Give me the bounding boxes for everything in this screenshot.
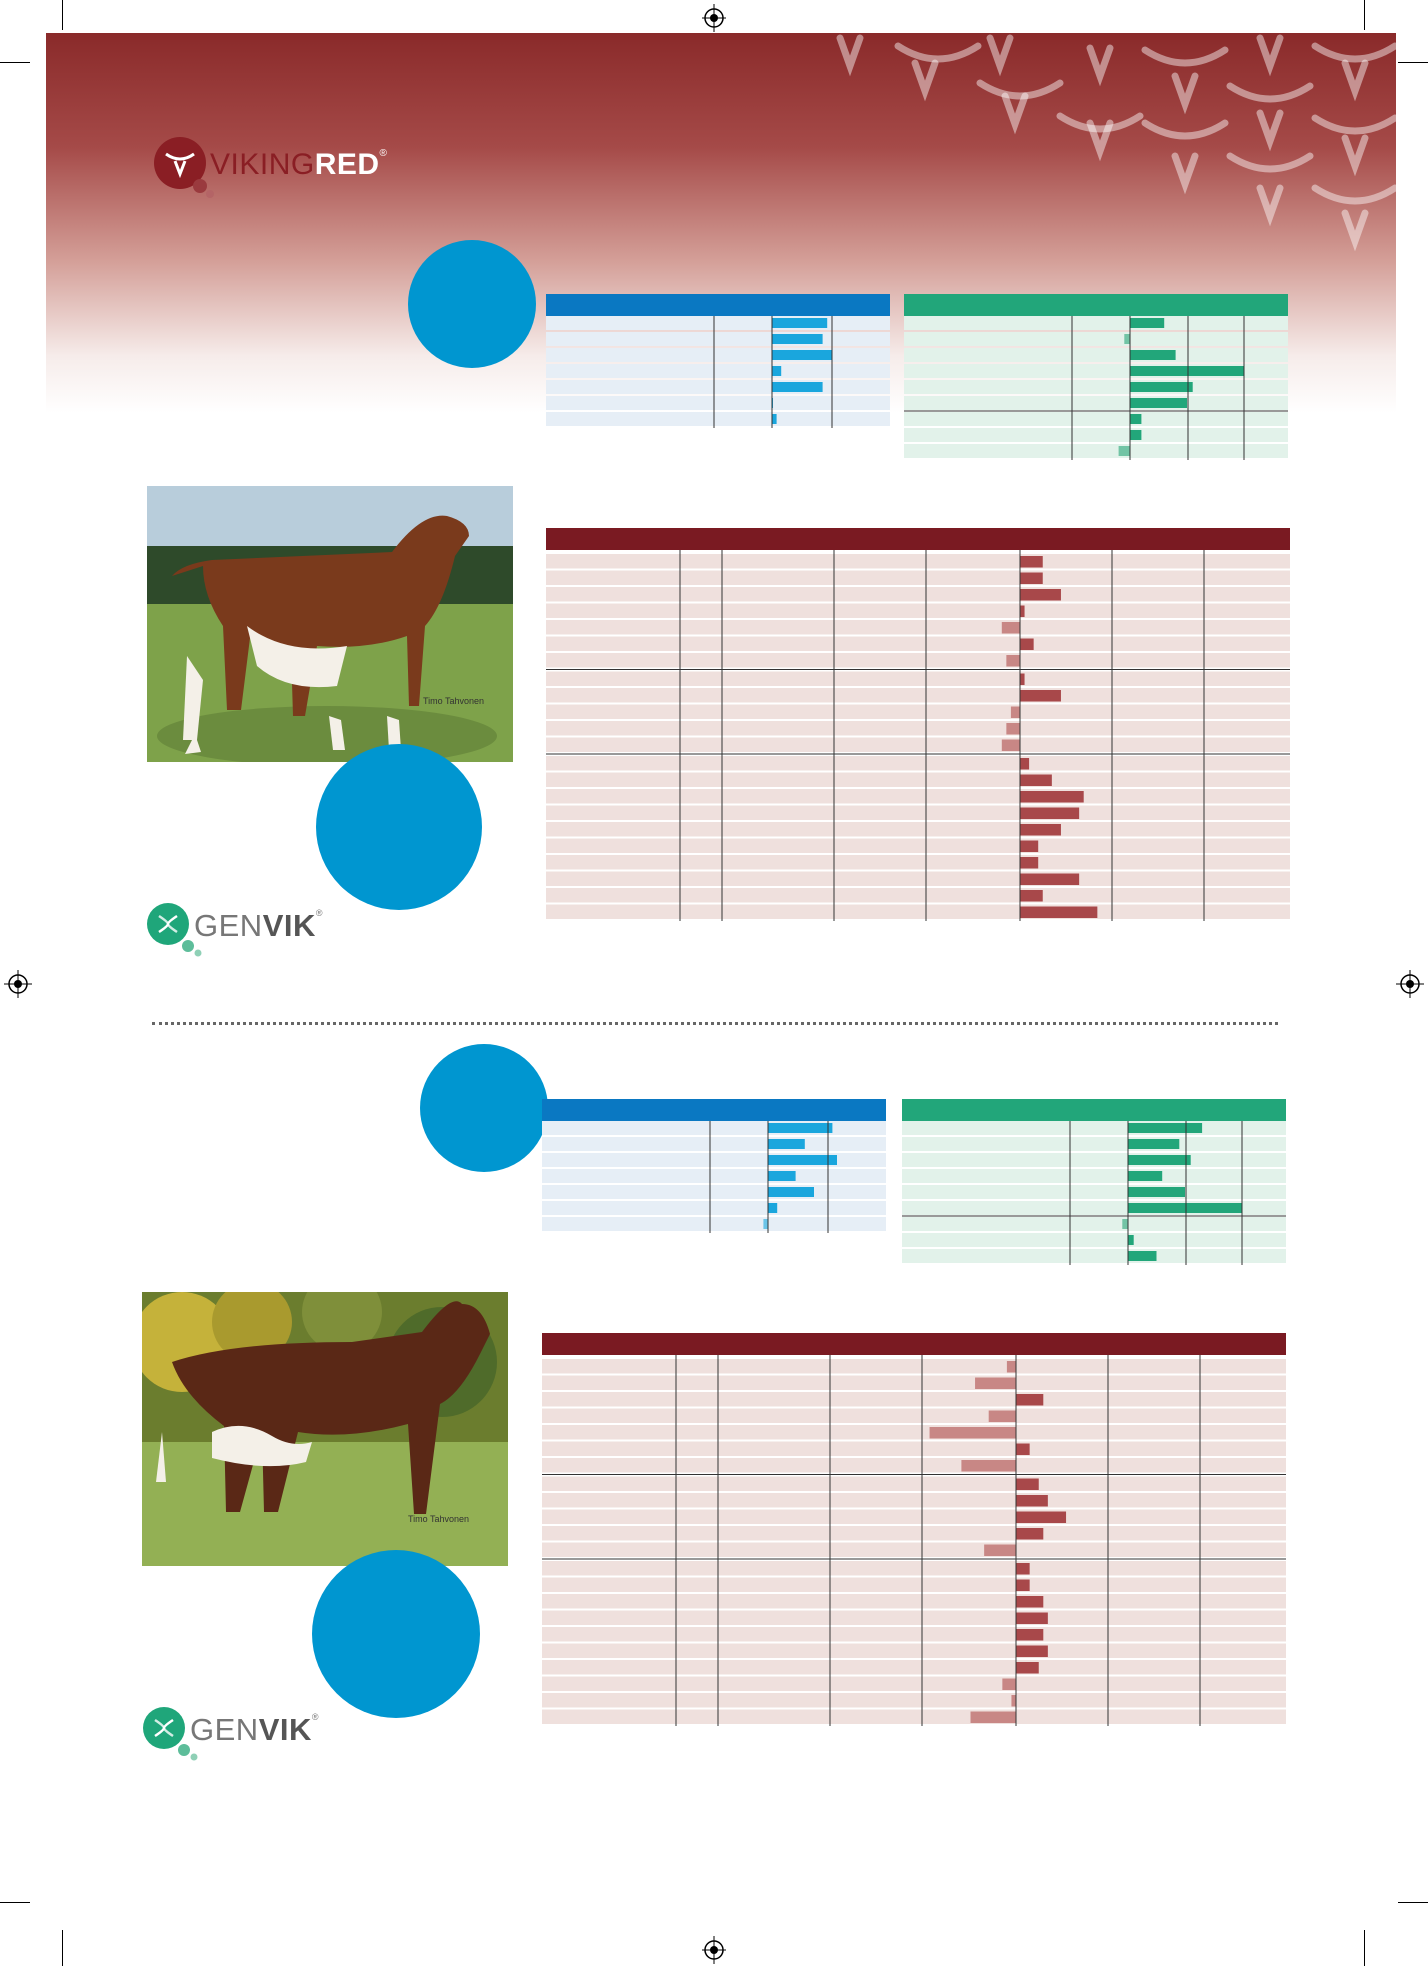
chart-row xyxy=(546,705,1290,720)
chart-row xyxy=(542,1359,1286,1374)
chart-bar xyxy=(1002,740,1020,752)
bull-2-blue-chart xyxy=(542,1099,886,1245)
bull-1-maroon-chart xyxy=(546,528,1290,922)
chart-row xyxy=(542,1644,1286,1659)
chart-bar xyxy=(1128,1235,1134,1245)
crop-mark xyxy=(62,1930,63,1966)
chart-bar xyxy=(1007,1361,1016,1373)
crop-mark xyxy=(0,62,30,63)
chart-bar xyxy=(763,1219,768,1229)
chart-row xyxy=(546,396,890,410)
chart-bar xyxy=(1020,874,1079,886)
chart-row xyxy=(542,1425,1286,1440)
chart-bar xyxy=(1016,1662,1039,1674)
genvik-suffix: VIK xyxy=(262,908,316,943)
bull-2-photo xyxy=(142,1292,508,1566)
chart-row xyxy=(542,1677,1286,1692)
chart-bar xyxy=(1130,318,1164,328)
chart-row xyxy=(546,872,1290,887)
chart-row xyxy=(546,637,1290,652)
chart-row xyxy=(904,348,1288,362)
chart-row xyxy=(542,1710,1286,1725)
chart-row xyxy=(546,412,890,426)
chart-bar xyxy=(1119,446,1130,456)
bull-2-photo-credit: Timo Tahvonen xyxy=(408,1514,470,1524)
chart-row xyxy=(904,396,1288,410)
chart-row xyxy=(546,839,1290,854)
chart-bar xyxy=(1016,1613,1048,1625)
chart-bar xyxy=(1020,824,1061,836)
chart-bar xyxy=(1016,1563,1030,1575)
chart-bar xyxy=(1006,655,1020,667)
chart-bar xyxy=(1020,791,1084,803)
chart-bar xyxy=(1130,350,1176,360)
bull-2-green-chart xyxy=(902,1099,1286,1279)
chart-row xyxy=(542,1611,1286,1626)
chart-row xyxy=(546,620,1290,635)
chart-bar xyxy=(1124,334,1130,344)
chart-bar xyxy=(1130,382,1193,392)
chart-row xyxy=(546,332,890,346)
chart-bar xyxy=(1020,690,1061,702)
genvik-prefix: GEN xyxy=(190,1712,259,1747)
crop-mark xyxy=(1398,62,1428,63)
chart-bar xyxy=(1128,1139,1179,1149)
genvik-registered-mark: ® xyxy=(315,908,324,918)
chart-row xyxy=(902,1137,1286,1151)
chart-bar xyxy=(1128,1251,1157,1261)
chart-row xyxy=(546,822,1290,837)
chart-row xyxy=(546,773,1290,788)
chart-bar xyxy=(1020,573,1043,585)
brand-registered-mark: ® xyxy=(379,148,388,159)
chart-bar xyxy=(1006,723,1020,735)
chart-row xyxy=(542,1510,1286,1525)
chart-row xyxy=(546,855,1290,870)
genvik-logo xyxy=(142,1706,402,1762)
bull-2-photo-drawing xyxy=(142,1292,508,1566)
section-divider xyxy=(152,1022,1278,1025)
chart-bar xyxy=(768,1155,837,1165)
chart-bar xyxy=(772,334,823,344)
genvik-registered-mark: ® xyxy=(311,1712,320,1722)
chart-header-bar xyxy=(546,294,890,316)
chart-row xyxy=(546,380,890,394)
chart-row xyxy=(546,888,1290,903)
bull-1-side-circle xyxy=(316,744,482,910)
chart-row xyxy=(542,1627,1286,1642)
chart-bar xyxy=(1128,1203,1242,1213)
chart-bar xyxy=(1020,589,1061,601)
chart-bar xyxy=(1016,1629,1043,1641)
bull-1-green-chart xyxy=(904,294,1288,474)
chart-header-bar xyxy=(902,1099,1286,1121)
bull-1-photo-drawing xyxy=(147,486,513,762)
genvik-suffix: VIK xyxy=(258,1712,312,1747)
bull-1-photo xyxy=(147,486,513,762)
chart-bar xyxy=(1016,1646,1048,1658)
registration-mark-icon xyxy=(702,4,726,32)
chart-row xyxy=(546,905,1290,920)
chart-bar xyxy=(1016,1596,1043,1608)
chart-bar xyxy=(1011,707,1020,719)
chart-row xyxy=(902,1233,1286,1247)
chart-bar xyxy=(772,382,823,392)
chart-row xyxy=(546,316,890,330)
chart-bar xyxy=(1020,775,1052,787)
chart-row xyxy=(904,428,1288,442)
chart-bar xyxy=(1128,1155,1191,1165)
chart-row xyxy=(542,1201,886,1215)
chart-bar xyxy=(1020,808,1079,820)
chart-bar xyxy=(1020,674,1025,686)
chart-row xyxy=(542,1458,1286,1473)
chart-bar xyxy=(1130,430,1141,440)
chart-row xyxy=(542,1185,886,1199)
chart-bar xyxy=(1130,398,1187,408)
bull-2-side-circle xyxy=(312,1550,480,1718)
genvik-logo xyxy=(146,902,406,958)
chart-bar xyxy=(772,350,832,360)
chart-bar xyxy=(1128,1123,1202,1133)
bull-2-top-circle xyxy=(420,1044,548,1172)
chart-bar xyxy=(971,1712,1017,1724)
chart-bar xyxy=(1020,857,1038,869)
chart-bar xyxy=(984,1545,1016,1557)
chart-bar xyxy=(1002,622,1020,634)
chart-bar xyxy=(1020,890,1043,902)
registration-mark-icon xyxy=(702,1936,726,1964)
chart-bar xyxy=(930,1427,1016,1439)
chart-row xyxy=(902,1249,1286,1263)
chart-row xyxy=(546,554,1290,569)
chart-row xyxy=(546,571,1290,586)
chart-bar xyxy=(1016,1512,1066,1524)
chart-bar xyxy=(1122,1219,1128,1229)
chart-bar xyxy=(1016,1479,1039,1491)
chart-row xyxy=(546,587,1290,602)
chart-bar xyxy=(768,1139,805,1149)
chart-row xyxy=(546,721,1290,736)
chart-bar xyxy=(768,1187,814,1197)
chart-bar xyxy=(1020,639,1034,651)
chart-row xyxy=(542,1392,1286,1407)
chart-row xyxy=(902,1185,1286,1199)
chart-bar xyxy=(1016,1495,1048,1507)
chart-bar xyxy=(1128,1171,1162,1181)
chart-row xyxy=(904,316,1288,330)
chart-row xyxy=(542,1594,1286,1609)
chart-row xyxy=(542,1578,1286,1593)
chart-header-bar xyxy=(542,1099,886,1121)
chart-row xyxy=(904,380,1288,394)
chart-row xyxy=(904,444,1288,458)
bull-1-top-circle xyxy=(408,240,536,368)
crop-mark xyxy=(1364,0,1365,30)
chart-bar xyxy=(961,1460,1016,1472)
chart-bar xyxy=(1130,366,1244,376)
chart-bar xyxy=(1002,1679,1016,1691)
chart-row xyxy=(546,756,1290,771)
chart-row xyxy=(542,1169,886,1183)
chart-bar xyxy=(768,1123,832,1133)
chart-bar xyxy=(1020,841,1038,853)
chart-row xyxy=(542,1217,886,1231)
bull-1-photo-credit: Timo Tahvonen xyxy=(423,696,485,706)
chart-row xyxy=(546,672,1290,687)
chart-row xyxy=(902,1169,1286,1183)
chart-row xyxy=(904,412,1288,426)
crop-mark xyxy=(1398,1902,1428,1903)
chart-bar xyxy=(772,318,827,328)
chart-bar xyxy=(1016,1394,1043,1406)
registration-mark-icon xyxy=(1396,970,1424,998)
chart-header-bar xyxy=(546,528,1290,550)
horn-pattern-decoration xyxy=(800,28,1400,268)
chart-row xyxy=(542,1561,1286,1576)
chart-bar xyxy=(975,1378,1016,1390)
chart-row xyxy=(546,604,1290,619)
chart-bar xyxy=(989,1411,1016,1423)
brand-prefix: VIKING xyxy=(210,148,315,181)
chart-row xyxy=(546,653,1290,668)
chart-row xyxy=(546,738,1290,753)
chart-bar xyxy=(1011,1695,1016,1707)
chart-row xyxy=(546,364,890,378)
chart-row xyxy=(542,1121,886,1135)
chart-row xyxy=(542,1526,1286,1541)
bull-head-logo-icon xyxy=(152,136,216,200)
chart-row xyxy=(542,1137,886,1151)
genvik-prefix: GEN xyxy=(194,908,263,943)
chart-row xyxy=(542,1477,1286,1492)
chart-bar xyxy=(1020,758,1029,770)
chart-bar xyxy=(1016,1580,1030,1592)
chart-row xyxy=(546,348,890,362)
chart-row xyxy=(542,1693,1286,1708)
chart-bar xyxy=(1128,1187,1185,1197)
chart-bar xyxy=(1130,414,1141,424)
chart-bar xyxy=(772,366,781,376)
chart-bar xyxy=(1020,556,1043,568)
chart-row xyxy=(542,1543,1286,1558)
registration-mark-icon xyxy=(4,970,32,998)
chart-row xyxy=(904,332,1288,346)
vikingred-logo xyxy=(152,136,392,200)
chart-row xyxy=(902,1121,1286,1135)
chart-row xyxy=(546,789,1290,804)
chart-bar xyxy=(772,414,777,424)
bull-2-maroon-chart xyxy=(542,1333,1286,1727)
brand-suffix: RED xyxy=(314,148,380,181)
chart-row xyxy=(542,1660,1286,1675)
chart-header-bar xyxy=(542,1333,1286,1355)
crop-mark xyxy=(62,0,63,30)
chart-row xyxy=(902,1217,1286,1231)
chart-row xyxy=(542,1409,1286,1424)
chart-row xyxy=(902,1153,1286,1167)
chart-bar xyxy=(1020,907,1097,919)
chart-bar xyxy=(1016,1528,1043,1540)
chart-row xyxy=(546,688,1290,703)
chart-header-bar xyxy=(904,294,1288,316)
chart-bar xyxy=(1016,1444,1030,1456)
chart-bar xyxy=(1020,606,1025,618)
chart-row xyxy=(542,1442,1286,1457)
chart-row xyxy=(546,806,1290,821)
bull-1-blue-chart xyxy=(546,294,890,440)
crop-mark xyxy=(1364,1930,1365,1966)
chart-bar xyxy=(768,1171,796,1181)
chart-bar xyxy=(768,1203,777,1213)
crop-mark xyxy=(0,1902,30,1903)
chart-row xyxy=(542,1493,1286,1508)
chart-row xyxy=(542,1376,1286,1391)
